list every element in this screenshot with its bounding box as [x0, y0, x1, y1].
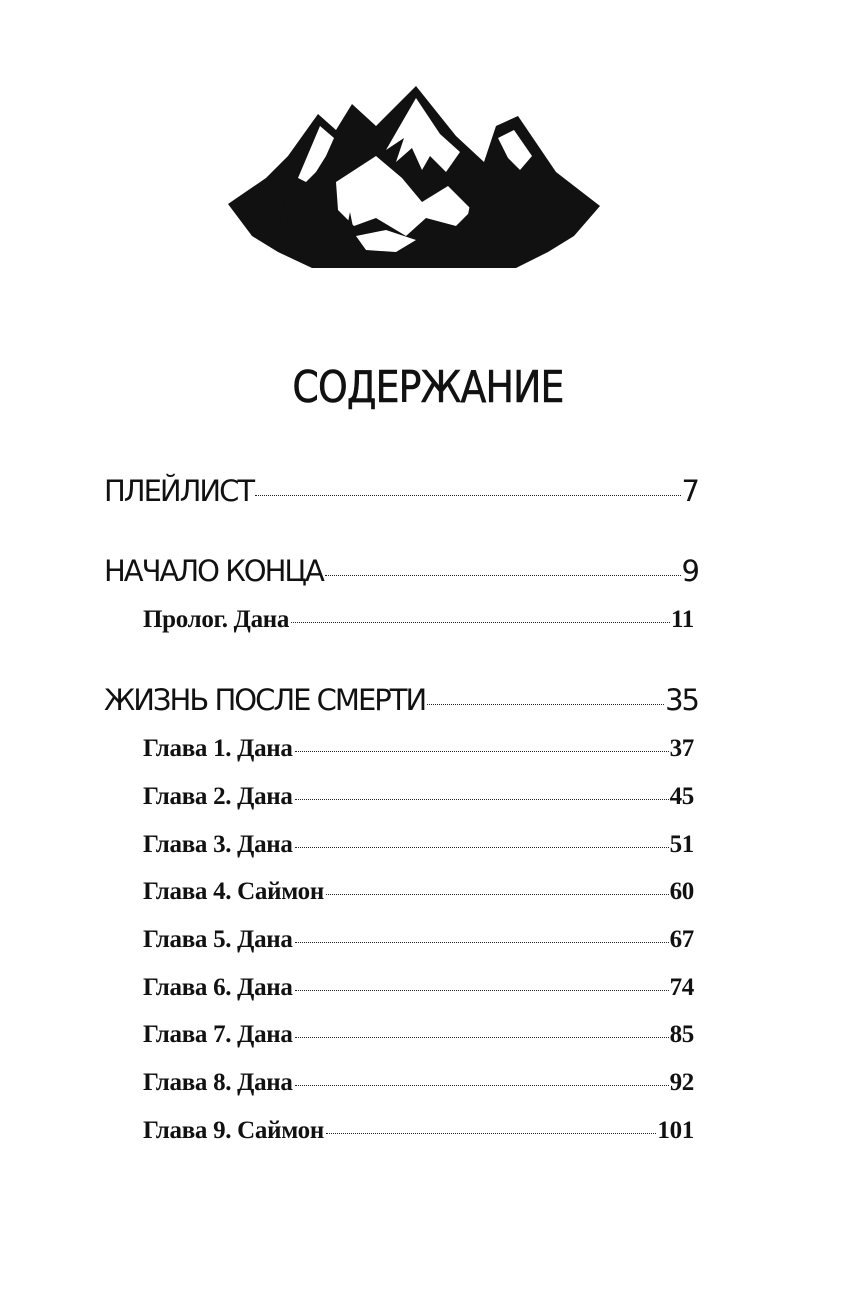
mountains-forest-icon: [226, 86, 602, 272]
dot-leader: [295, 989, 669, 991]
toc-entry-label: Глава 1. Дана: [143, 735, 293, 762]
dot-leader: [427, 703, 664, 705]
toc-page-number: 74: [669, 974, 694, 1001]
toc-page-number: 60: [669, 878, 694, 905]
toc-entry-label: Глава 7. Дана: [143, 1021, 293, 1048]
toc-entry-label: Глава 6. Дана: [143, 974, 293, 1001]
toc-part-label: НАЧАЛО КОНЦА: [104, 554, 323, 588]
toc-part-life[interactable]: [104, 683, 698, 717]
toc-entry-chapter[interactable]: [143, 783, 694, 811]
toc-entry-label: Глава 5. Дана: [143, 926, 293, 953]
toc-entry-chapter[interactable]: [143, 878, 694, 906]
toc-page-number: 67: [669, 926, 694, 953]
toc-part-playlist[interactable]: [104, 474, 698, 508]
toc-entry-chapter[interactable]: [143, 926, 694, 954]
toc-part-label: ПЛЕЙЛИСТ: [104, 474, 254, 508]
toc-page-number: 51: [669, 831, 694, 858]
dot-leader: [295, 941, 669, 943]
dot-leader: [291, 621, 670, 623]
toc-page-number: 85: [669, 1021, 694, 1048]
dot-leader: [295, 750, 669, 752]
toc-entry-chapter[interactable]: [143, 974, 694, 1002]
toc-page-number: 9: [681, 554, 698, 588]
toc-part-beginning[interactable]: [104, 554, 698, 588]
toc-page-number: 11: [670, 606, 694, 633]
toc-page-number: 35: [665, 683, 698, 717]
dot-leader: [295, 846, 669, 848]
toc-entry-label: Глава 8. Дана: [143, 1069, 293, 1096]
toc-page-number: 92: [669, 1069, 694, 1096]
toc-page-number: 45: [669, 783, 694, 810]
page-title: СОДЕРЖАНИЕ: [292, 362, 564, 413]
dot-leader: [255, 494, 680, 496]
dot-leader: [325, 574, 681, 576]
dot-leader: [295, 1036, 669, 1038]
toc-entry-chapter[interactable]: [143, 1117, 694, 1145]
toc-entry-label: Пролог. Дана: [143, 606, 290, 633]
toc-entry-prologue[interactable]: [143, 606, 694, 634]
toc-page-number: 101: [657, 1117, 694, 1144]
dot-leader: [295, 1084, 669, 1086]
toc-entry-label: Глава 4. Саймон: [143, 878, 324, 905]
toc-entry-chapter[interactable]: [143, 735, 694, 763]
toc-entry-chapter[interactable]: [143, 831, 694, 859]
toc-part-label: ЖИЗНЬ ПОСЛЕ СМЕРТИ: [104, 683, 426, 717]
toc-entry-label: Глава 3. Дана: [143, 831, 293, 858]
dot-leader: [326, 1132, 656, 1134]
toc-page-number: 7: [681, 474, 698, 508]
toc-entry-chapter[interactable]: [143, 1069, 694, 1097]
dot-leader: [295, 798, 669, 800]
toc-entry-label: Глава 2. Дана: [143, 783, 293, 810]
toc-page-number: 37: [669, 735, 694, 762]
dot-leader: [326, 893, 669, 895]
toc-entry-chapter[interactable]: [143, 1021, 694, 1049]
toc-entry-label: Глава 9. Саймон: [143, 1117, 324, 1144]
